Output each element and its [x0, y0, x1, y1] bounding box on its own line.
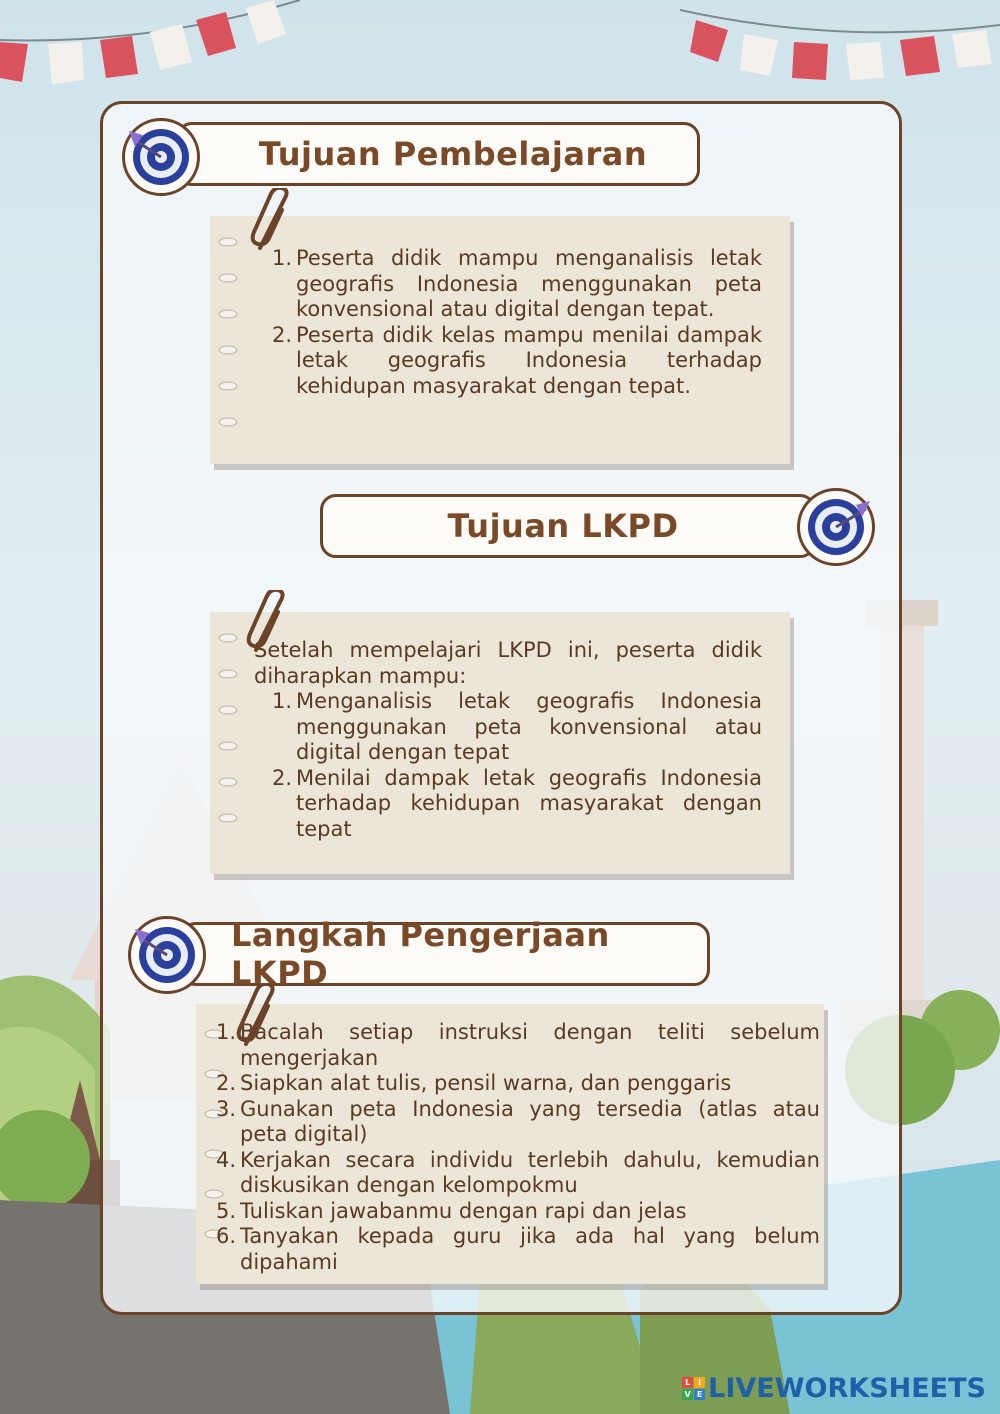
target-icon [128, 916, 206, 994]
liveworksheets-logo [682, 1373, 986, 1404]
list-item: 3. Gunakan peta Indonesia yang tersedia (atlas atau peta digital) [215, 1096, 820, 1146]
tujuan-pembelajaran-title: Tujuan Pembelajaran [258, 135, 648, 173]
langkah-list [208, 1020, 820, 1275]
liveworksheets-text: LIVEWORKSHEETS [708, 1373, 986, 1404]
tujuan-lkpd-intro: Setelah mempelajari LKPD ini, peserta didik diharapkan mampu: [254, 638, 762, 688]
paperclip-icon [236, 984, 282, 1054]
tujuan-pembelajaran-note [210, 216, 790, 464]
notebook-holes [216, 216, 242, 464]
list-item: 2. Siapkan alat tulis, pensil warna, dan penggaris [215, 1071, 732, 1095]
list-item: 1. Bacalah setiap instruksi dengan teliti sebelum mengerjakan [215, 1020, 820, 1070]
list-item: 5. Tuliskan jawabanmu dengan rapi dan jelas [215, 1198, 687, 1223]
bunting-decoration [0, 0, 1000, 100]
tujuan-pembelajaran-list [264, 246, 762, 399]
target-icon [122, 118, 200, 196]
list-item: 2. Menilai dampak letak geografis Indonesia terhadap kehidupan masyarakat dengan tepat [271, 765, 762, 841]
list-item: 1. Peserta didik mampu menganalisis letak geografis Indonesia menggunakan peta konvensional atau digital dengan tepat. [271, 246, 762, 321]
tujuan-lkpd-header [320, 494, 816, 558]
notebook-holes [216, 612, 242, 874]
paperclip-icon [250, 188, 296, 258]
list-item: 2. Peserta didik kelas mampu menilai dampak letak geografis Indonesia terhadap kehidupan masyarakat dengan tepat. [271, 322, 762, 398]
tujuan-lkpd-title: Tujuan LKPD [447, 507, 679, 545]
target-icon [797, 488, 875, 566]
list-item: 6. Tanyakan kepada guru jika ada hal yang belum dipahami [215, 1224, 820, 1274]
paperclip-icon [246, 590, 292, 660]
list-item: 4. Kerjakan secara individu terlebih dahulu, kemudian diskusikan dengan kelompokmu [215, 1147, 820, 1197]
list-item: 1. Menganalisis letak geografis Indonesia menggunakan peta konvensional atau digital dengan tepat [271, 689, 762, 764]
langkah-note [196, 1004, 824, 1284]
tujuan-pembelajaran-header [176, 122, 700, 186]
langkah-title: Langkah Pengerjaan LKPD [231, 916, 610, 992]
tujuan-lkpd-list [264, 689, 762, 842]
langkah-header [180, 916, 710, 992]
tujuan-lkpd-note [210, 612, 790, 874]
liveworksheets-mark-icon: L I V E [682, 1377, 705, 1400]
